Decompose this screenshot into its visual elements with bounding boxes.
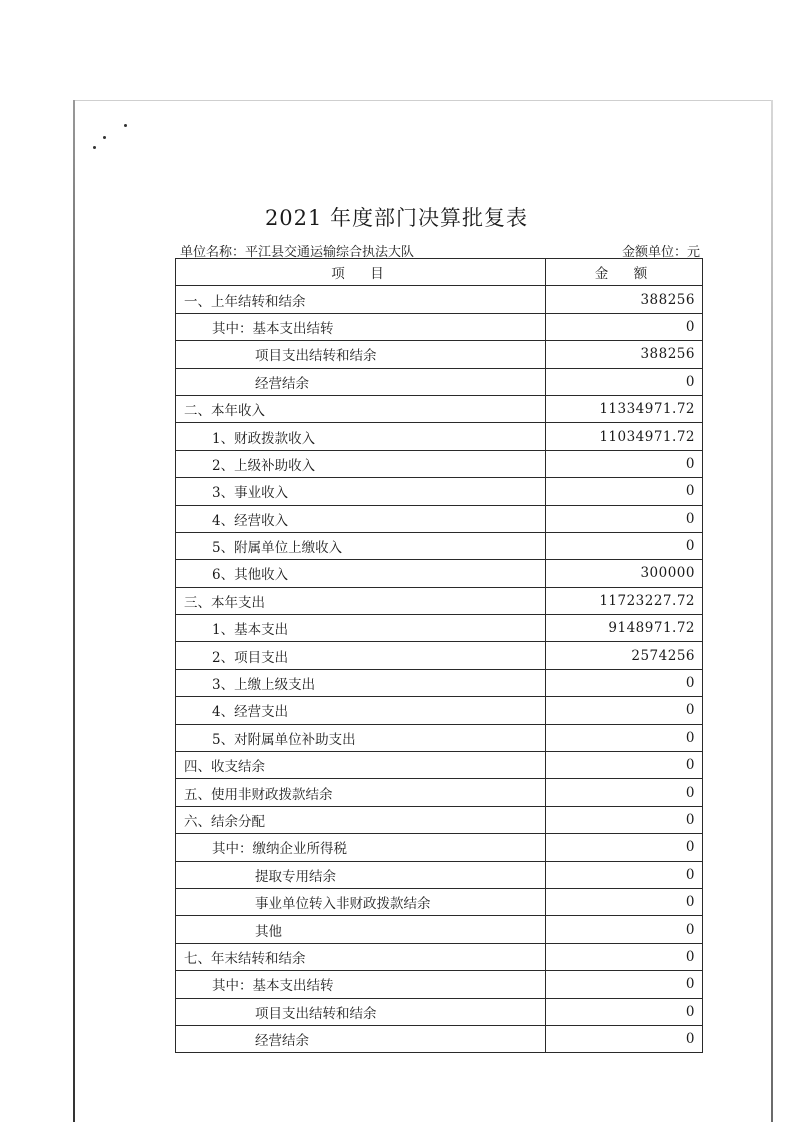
row-label: 6、其他收入 xyxy=(176,560,546,587)
row-amount: 300000 xyxy=(546,560,703,587)
row-label: 经营结余 xyxy=(176,1025,546,1052)
row-label: 其中：基本支出结转 xyxy=(176,313,546,340)
row-amount: 0 xyxy=(546,943,703,970)
table-row xyxy=(176,888,703,915)
row-label: 五、使用非财政拨款结余 xyxy=(176,779,546,806)
table-body xyxy=(176,286,703,1053)
row-amount: 0 xyxy=(546,368,703,395)
table-row xyxy=(176,806,703,833)
row-amount: 0 xyxy=(546,478,703,505)
table-row xyxy=(176,505,703,532)
scan-edge-right xyxy=(771,100,773,1122)
table-row xyxy=(176,916,703,943)
scan-edge-top xyxy=(73,100,773,101)
row-amount: 0 xyxy=(546,532,703,559)
table-row xyxy=(176,998,703,1025)
table-row xyxy=(176,532,703,559)
row-label: 二、本年收入 xyxy=(176,395,546,422)
row-amount: 0 xyxy=(546,697,703,724)
scan-speck xyxy=(103,136,106,139)
table-row xyxy=(176,834,703,861)
row-label: 经营结余 xyxy=(176,368,546,395)
row-label: 三、本年支出 xyxy=(176,587,546,614)
table-row xyxy=(176,313,703,340)
row-label: 3、上缴上级支出 xyxy=(176,669,546,696)
row-amount: 0 xyxy=(546,998,703,1025)
table-row xyxy=(176,642,703,669)
row-amount: 11334971.72 xyxy=(546,395,703,422)
row-label: 其中：缴纳企业所得税 xyxy=(176,834,546,861)
table-row xyxy=(176,286,703,313)
row-amount: 0 xyxy=(546,1025,703,1052)
currency-unit: 金额单位：元 xyxy=(621,245,700,260)
row-label: 3、事业收入 xyxy=(176,478,546,505)
row-amount: 0 xyxy=(546,313,703,340)
scan-edge-left xyxy=(73,100,75,1122)
column-header-item: 项 目 xyxy=(176,259,546,286)
table-row xyxy=(176,341,703,368)
table-row xyxy=(176,368,703,395)
row-label: 项目支出结转和结余 xyxy=(176,341,546,368)
row-amount: 0 xyxy=(546,669,703,696)
page-title: 2021 年度部门决算批复表 xyxy=(264,206,529,230)
table-row xyxy=(176,669,703,696)
row-label: 1、基本支出 xyxy=(176,615,546,642)
table-row xyxy=(176,861,703,888)
row-label: 2、项目支出 xyxy=(176,642,546,669)
table-row xyxy=(176,560,703,587)
row-label: 事业单位转入非财政拨款结余 xyxy=(176,888,546,915)
table-row xyxy=(176,587,703,614)
row-label: 一、上年结转和结余 xyxy=(176,286,546,313)
row-label: 4、经营支出 xyxy=(176,697,546,724)
row-amount: 0 xyxy=(546,450,703,477)
unit-name: 单位名称：平江县交通运输综合执法大队 xyxy=(180,245,415,260)
table-row xyxy=(176,423,703,450)
row-amount: 0 xyxy=(546,752,703,779)
table-row xyxy=(176,1025,703,1052)
row-label: 4、经营收入 xyxy=(176,505,546,532)
row-label: 5、附属单位上缴收入 xyxy=(176,532,546,559)
row-label: 其他 xyxy=(176,916,546,943)
row-amount: 0 xyxy=(546,916,703,943)
table-row xyxy=(176,450,703,477)
table-row xyxy=(176,395,703,422)
table-row xyxy=(176,697,703,724)
row-label: 5、对附属单位补助支出 xyxy=(176,724,546,751)
table-row xyxy=(176,779,703,806)
row-label: 四、收支结余 xyxy=(176,752,546,779)
row-amount: 0 xyxy=(546,971,703,998)
table-row xyxy=(176,478,703,505)
row-label: 提取专用结余 xyxy=(176,861,546,888)
row-amount: 11034971.72 xyxy=(546,423,703,450)
row-amount: 0 xyxy=(546,861,703,888)
table-row xyxy=(176,943,703,970)
table-row xyxy=(176,971,703,998)
scan-speck xyxy=(93,146,96,149)
approval-table xyxy=(175,258,703,1053)
row-amount: 0 xyxy=(546,806,703,833)
row-label: 2、上级补助收入 xyxy=(176,450,546,477)
row-amount: 0 xyxy=(546,724,703,751)
table-header-row xyxy=(176,259,703,286)
row-amount: 388256 xyxy=(546,341,703,368)
table-row xyxy=(176,752,703,779)
row-label: 其中：基本支出结转 xyxy=(176,971,546,998)
row-label: 1、财政拨款收入 xyxy=(176,423,546,450)
column-header-amount: 金 额 xyxy=(546,259,703,286)
table-row xyxy=(176,615,703,642)
scan-speck xyxy=(124,124,127,127)
row-amount: 11723227.72 xyxy=(546,587,703,614)
table-row xyxy=(176,724,703,751)
row-amount: 0 xyxy=(546,505,703,532)
row-label: 项目支出结转和结余 xyxy=(176,998,546,1025)
row-amount: 388256 xyxy=(546,286,703,313)
row-amount: 9148971.72 xyxy=(546,615,703,642)
row-label: 七、年末结转和结余 xyxy=(176,943,546,970)
row-amount: 0 xyxy=(546,834,703,861)
row-amount: 0 xyxy=(546,888,703,915)
row-amount: 0 xyxy=(546,779,703,806)
row-amount: 2574256 xyxy=(546,642,703,669)
row-label: 六、结余分配 xyxy=(176,806,546,833)
